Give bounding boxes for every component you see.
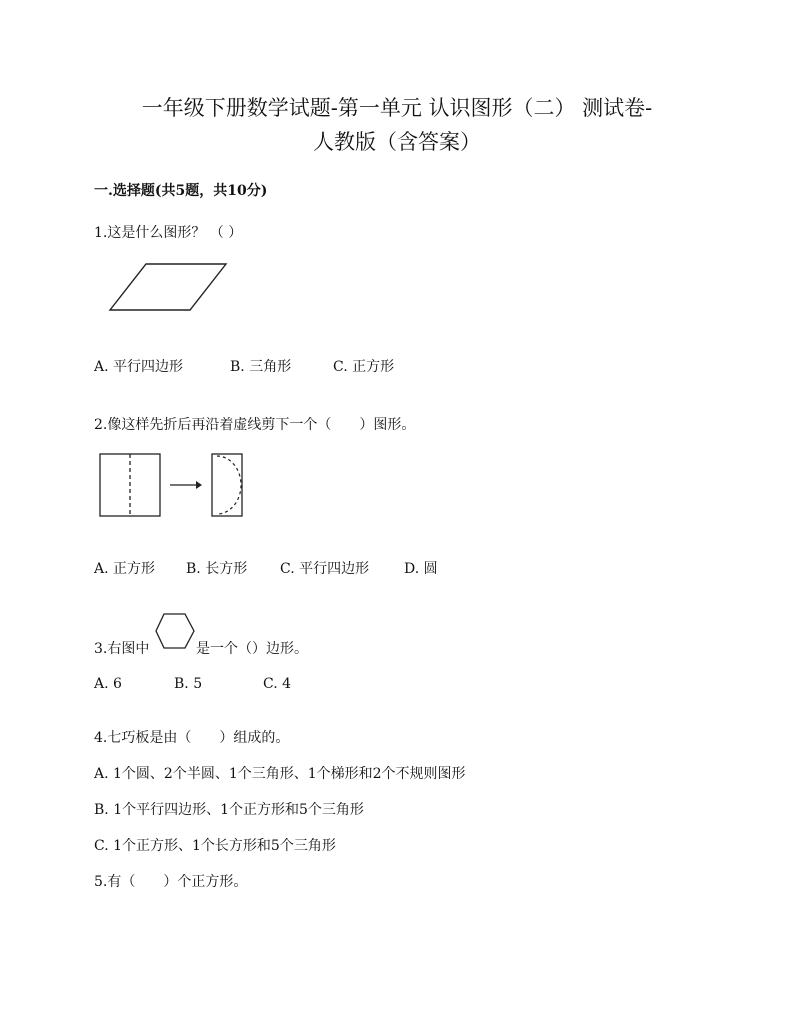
folded-rectangle <box>212 454 242 516</box>
page-title-line-2: 人教版（含答案） <box>313 130 481 154</box>
question-4-option-b[interactable]: B. 1个平行四边形、1个正方形和5个三角形 <box>94 802 364 818</box>
question-2-option-c[interactable]: C. 平行四边形 <box>280 561 370 577</box>
hexagon-figure <box>154 612 196 650</box>
question-3-option-b[interactable]: B. 5 <box>174 676 203 692</box>
question-3-stem-start: 3.右图中 <box>94 641 150 657</box>
question-3-option-a[interactable]: A. 6 <box>94 676 122 692</box>
question-4-option-a[interactable]: A. 1个圆、2个半圆、1个三角形、1个梯形和2个不规则图形 <box>94 766 466 782</box>
question-5-stem: 5.有（ ）个正方形。 <box>94 874 248 890</box>
question-2-stem: 2.像这样先折后再沿着虚线剪下一个（ ）图形。 <box>94 417 416 433</box>
page-title-line-1: 一年级下册数学试题-第一单元 认识图形（二） 测试卷- <box>141 96 653 120</box>
dashed-semicircle <box>217 456 241 514</box>
question-3-stem-end: 是一个（）边形。 <box>196 641 308 657</box>
folding-diagram <box>98 452 248 522</box>
question-2-option-a[interactable]: A. 正方形 <box>94 561 156 577</box>
section-heading: 一.选择题(共5题，共10分) <box>94 183 268 199</box>
question-3-option-c[interactable]: C. 4 <box>263 676 292 692</box>
question-2-option-d[interactable]: D. 圆 <box>404 561 438 577</box>
arrow-head <box>196 481 202 489</box>
question-1-option-c[interactable]: C. 正方形 <box>333 359 395 375</box>
question-4-stem: 4.七巧板是由（ ）组成的。 <box>94 730 290 746</box>
question-1-option-a[interactable]: A. 平行四边形 <box>94 359 184 375</box>
question-1-option-b[interactable]: B. 三角形 <box>230 359 292 375</box>
question-2-option-b[interactable]: B. 长方形 <box>186 561 248 577</box>
question-4-option-c[interactable]: C. 1个正方形、1个长方形和5个三角形 <box>94 838 336 854</box>
parallelogram-figure <box>108 262 230 314</box>
question-1-stem: 1.这是什么图形？ （ ） <box>94 225 243 241</box>
